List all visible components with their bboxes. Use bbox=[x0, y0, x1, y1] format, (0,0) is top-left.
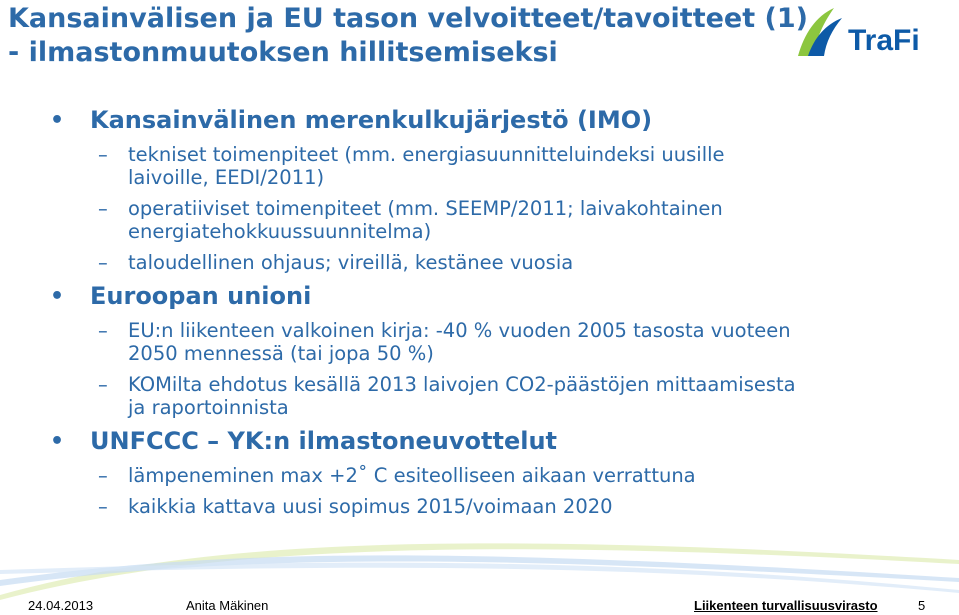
title-line-1: Kansainvälisen ja EU tason velvoitteet/tavoitteet (1) bbox=[8, 3, 808, 34]
sub-bullet-text: taloudellinen ohjaus; vireillä, kestänee vuosia bbox=[128, 251, 574, 274]
logo-text: TraFi bbox=[848, 24, 920, 57]
sub-bullet-text: KOMilta ehdotus kesällä 2013 laivojen CO2-päästöjen mittaamisesta ja raportoinnista bbox=[128, 373, 796, 419]
sub-bullet: – kaikkia kattava uusi sopimus 2015/voimaan 2020 bbox=[98, 495, 613, 518]
bullet-text: Kansainvälinen merenkulkujärjestö (IMO) bbox=[90, 106, 653, 134]
bullet-dot-icon: • bbox=[50, 108, 65, 133]
sub-bullet: – operatiiviset toimenpiteet (mm. SEEMP/2011; laivakohtainen energiatehokkuussuunnitelma) bbox=[98, 197, 723, 243]
slide-title bbox=[8, 2, 848, 70]
bullet-text: UNFCCC – YK:n ilmastoneuvottelut bbox=[90, 427, 558, 455]
sub-bullet: – tekniset toimenpiteet (mm. energiasuunnitteluindeksi uusille laivoille, EEDI/2011) bbox=[98, 143, 725, 189]
sub-bullet: – taloudellinen ohjaus; vireillä, kestänee vuosia bbox=[98, 251, 574, 274]
sub-bullet-text: operatiiviset toimenpiteet (mm. SEEMP/2011; laivakohtainen energiatehokkuussuunnitelma) bbox=[128, 197, 723, 243]
sub-bullet: – lämpeneminen max +2˚ C esiteolliseen aikaan verrattuna bbox=[98, 464, 696, 487]
slide-footer bbox=[0, 596, 959, 615]
sub-bullet-text: lämpeneminen max +2˚ C esiteolliseen aikaan verrattuna bbox=[128, 464, 696, 487]
page-number: 5 bbox=[918, 598, 926, 613]
slide-body bbox=[0, 106, 959, 526]
title-line-2: - ilmastonmuutoksen hillitsemiseksi bbox=[8, 37, 558, 68]
footer-date: 24.04.2013 bbox=[28, 598, 94, 613]
sub-bullet-text: kaikkia kattava uusi sopimus 2015/voimaan 2020 bbox=[128, 495, 613, 518]
footer-agency: Liikenteen turvallisuusvirasto bbox=[694, 598, 878, 613]
footer-author: Anita Mäkinen bbox=[186, 598, 269, 613]
bullet-dot-icon: • bbox=[50, 429, 65, 454]
bullet-unfccc bbox=[0, 427, 959, 456]
sub-bullet: – EU:n liikenteen valkoinen kirja: -40 % vuoden 2005 tasosta vuoteen 2050 mennessä (tai jopa 50 %) bbox=[98, 319, 791, 365]
bullet-text: Euroopan unioni bbox=[90, 282, 312, 310]
bullet-imo bbox=[0, 106, 959, 135]
sub-bullet-text: EU:n liikenteen valkoinen kirja: -40 % vuoden 2005 tasosta vuoteen 2050 mennessä (tai jopa 50 %) bbox=[128, 319, 791, 365]
bullet-eu bbox=[0, 282, 959, 311]
bullet-dot-icon: • bbox=[50, 284, 65, 309]
sub-bullet-text: tekniset toimenpiteet (mm. energiasuunnitteluindeksi uusille laivoille, EEDI/2011) bbox=[128, 143, 725, 189]
sub-bullet: – KOMilta ehdotus kesällä 2013 laivojen CO2-päästöjen mittaamisesta ja raportoinnista bbox=[98, 373, 796, 419]
trafi-logo bbox=[786, 4, 946, 64]
